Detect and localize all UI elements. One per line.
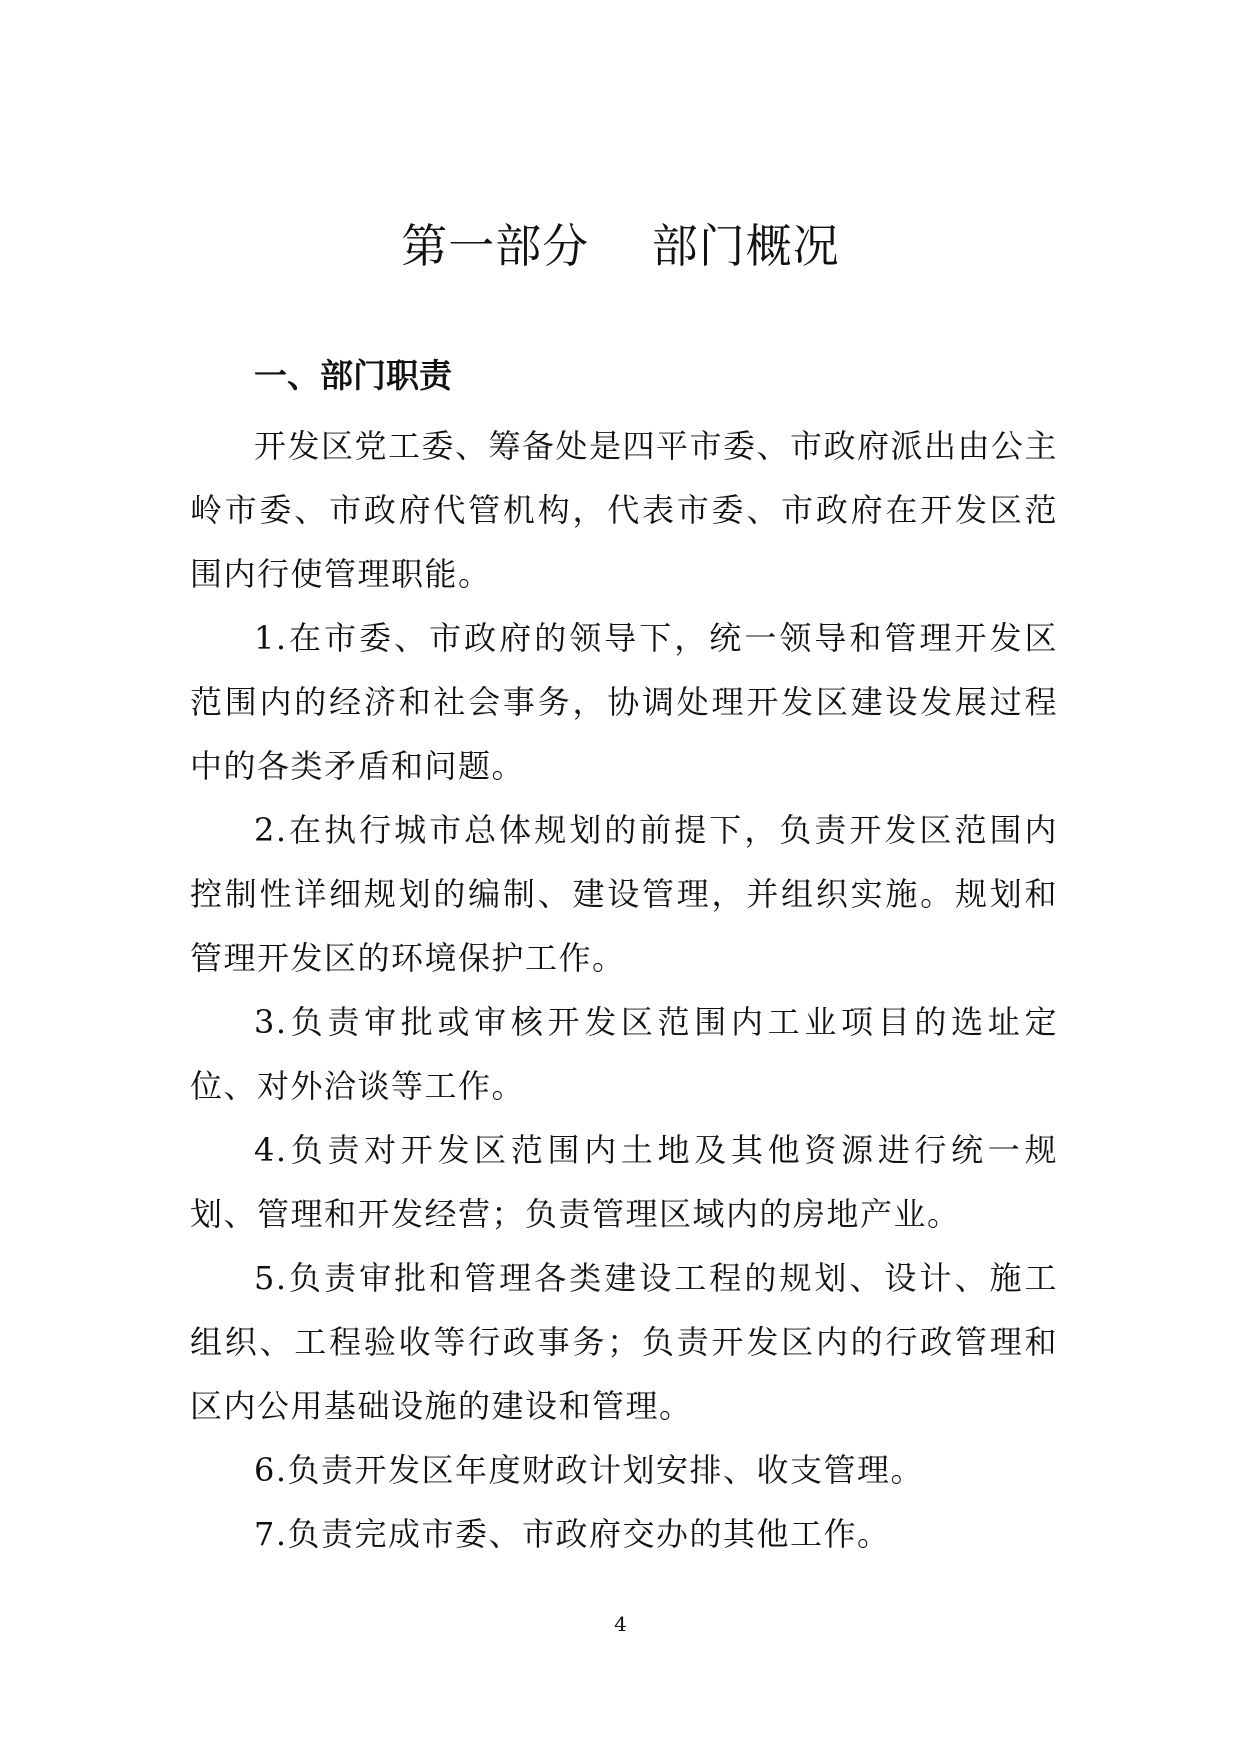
duty-item-6: 6.负责开发区年度财政计划安排、收支管理。 [254,1451,925,1489]
section-heading: 一、部门职责 [254,356,452,395]
body-text [190,414,1058,1566]
page-number: 4 [614,1612,627,1636]
duty-item-3: 3.负责审批或审核开发区范围内工业项目的选址定位、对外洽谈等工作。 [190,1003,1058,1105]
duty-item-4: 4.负责对开发区范围内土地及其他资源进行统一规划、管理和开发经营；负责管理区域内的房地产业。 [190,1131,1058,1233]
duty-item-5: 5.负责审批和管理各类建设工程的规划、设计、施工组织、工程验收等行政事务；负责开发区内的行政管理和区内公用基础设施的建设和管理。 [190,1259,1058,1425]
duty-item-7: 7.负责完成市委、市政府交办的其他工作。 [254,1515,891,1553]
intro-paragraph: 开发区党工委、筹备处是四平市委、市政府派出由公主岭市委、市政府代管机构，代表市委、市政府在开发区范围内行使管理职能。 [190,427,1059,593]
duty-item-2: 2.在执行城市总体规划的前提下，负责开发区范围内控制性详细规划的编制、建设管理，并组织实施。规划和管理开发区的环境保护工作。 [190,811,1058,977]
duty-item-1: 1.在市委、市政府的领导下，统一领导和管理开发区范围内的经济和社会事务，协调处理开发区建设发展过程中的各类矛盾和问题。 [190,619,1058,785]
page-title: 第一部分 部门概况 [401,219,840,273]
